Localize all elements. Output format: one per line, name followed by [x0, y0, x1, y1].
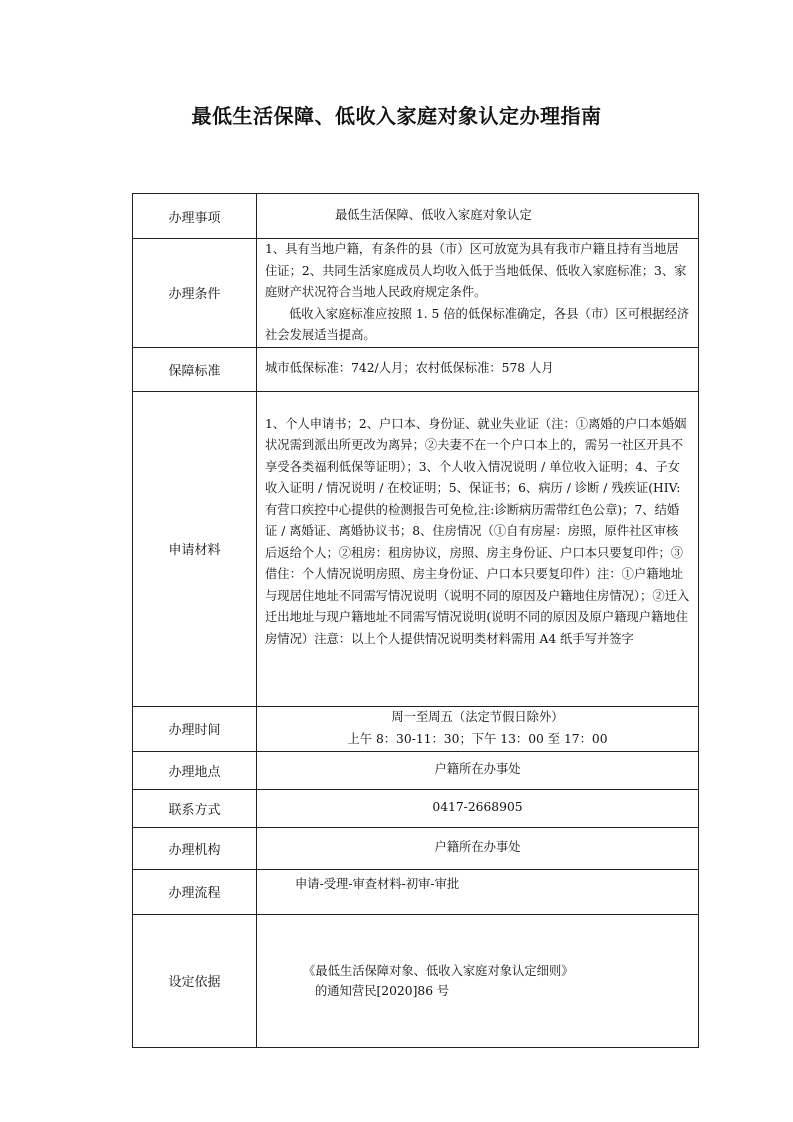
guide-table — [132, 193, 699, 1048]
label-item: 办理事项 — [133, 194, 257, 239]
page-title: 最低生活保障、低收入家庭对象认定办理指南 — [191, 104, 602, 128]
basis-line-2: 的通知营民[2020]86 号 — [315, 983, 450, 998]
row-agency — [133, 827, 699, 869]
label-materials: 申请材料 — [133, 391, 257, 706]
value-agency: 户籍所在办事处 — [257, 827, 699, 869]
value-process: 申请-受理-审查材料-初审-审批 — [295, 876, 460, 891]
label-basis: 设定依据 — [133, 914, 257, 1047]
label-contact: 联系方式 — [133, 789, 257, 827]
row-materials — [133, 391, 699, 706]
row-conditions — [133, 239, 699, 348]
row-standard — [133, 347, 699, 391]
row-basis — [133, 914, 699, 1047]
row-contact — [133, 789, 699, 827]
label-standard: 保障标准 — [133, 347, 257, 391]
value-standard: 城市低保标准：742/人月；农村低保标准：578 人月 — [265, 361, 554, 376]
row-location — [133, 751, 699, 789]
hours-line-1: 周一至周五（法定节假日除外） — [391, 710, 564, 724]
row-hours — [133, 706, 699, 751]
row-process — [133, 869, 699, 914]
conditions-paragraph-1: 1、具有当地户籍，有条件的县（市）区可放宽为具有我市户籍且持有当地居住证；2、共同生活家庭成员人均收入低于当地低保、低收入家庭标准；3、家庭财产状况符合当地人民政府规定条件。 — [265, 242, 687, 299]
value-materials: 1、个人申请书；2、户口本、身份证、就业失业证（注：①离婚的户口本婚姻状况需到派出所更改为离异；②夫妻不在一个户口本上的，需另一社区开具不享受各类福利低保等证明）；3、个人收入情况说明 / 单位收入证明；4、子女收入证明 / 情况说明 / 在校证明；5、保证书；6、病历 / 诊断 / 残疾证(HIV:有营口疾控中心提供的检测报告可免检,注:诊断病历需带红色公章)；7、结婚证 / 离婚证、离婚协议书；8、住房情况（①自有房屋：房照，原件社区审核后返给个人；②租房：租房协议，房照、房主身份证、户口本只要复印件；③借住：个人情况说明房照、房主身份证、户口本只要复印件）注：①户籍地址与现居住地址不同需写情况说明（说明不同的原因及户籍地住房情况）；②迁入迁出地址与现户籍地址不同需写情况说明(说明不同的原因及原户籍现户籍地住房情况）注意：以上个人提供情况说明类材料需用 A4 纸手写并签字 — [265, 416, 690, 646]
row-item — [133, 194, 699, 239]
label-hours: 办理时间 — [133, 706, 257, 751]
basis-line-1: 《最低生活保障对象、低收入家庭对象认定细则》 — [303, 963, 574, 978]
value-item: 最低生活保障、低收入家庭对象认定 — [335, 208, 532, 223]
value-contact: 0417-2668905 — [257, 789, 699, 827]
hours-line-2: 上午 8：30-11：30；下午 13：00 至 17：00 — [347, 731, 608, 746]
label-process: 办理流程 — [133, 869, 257, 914]
label-conditions: 办理条件 — [133, 239, 257, 348]
label-location: 办理地点 — [133, 751, 257, 789]
label-agency: 办理机构 — [133, 827, 257, 869]
value-location: 户籍所在办事处 — [257, 751, 699, 789]
conditions-paragraph-2: 低收入家庭标准应按照 1. 5 倍的低保标准确定，各县（市）区可根据经济社会发展适当提高。 — [265, 306, 690, 342]
